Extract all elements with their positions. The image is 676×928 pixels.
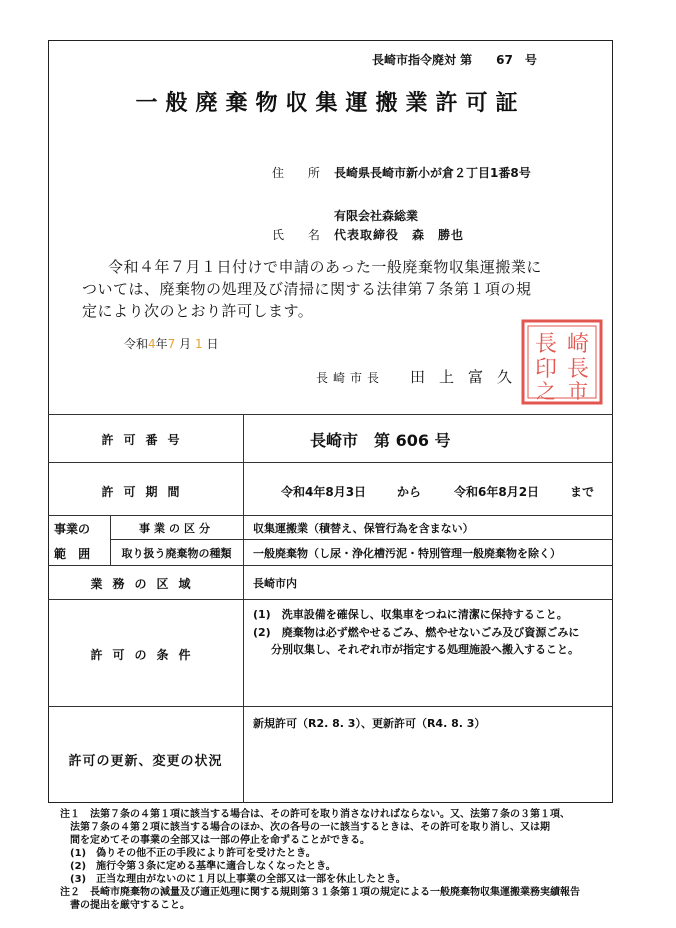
seal-char-4: 印 — [534, 357, 558, 382]
seal-char-6: 之 — [536, 379, 556, 403]
note-1-item-1: (1) 偽りその他不正の手段により許可を受けたとき。 — [70, 848, 316, 859]
period-start: 令和4年8月3日 — [281, 485, 367, 499]
note-2-line-2: 書の提出を厳守すること。 — [70, 900, 190, 911]
official-seal — [520, 318, 604, 406]
scope-label-line-1: 事業の — [54, 522, 91, 536]
date-month: 7 — [167, 337, 176, 351]
mayor-name: 田上富久 — [410, 368, 527, 386]
seal-char-1: 崎 — [566, 332, 590, 357]
body-line-2: ついては、廃棄物の処理及び清掃に関する法律第７条第１項の規 — [82, 280, 532, 298]
seal-char-3: 長 — [566, 357, 590, 382]
period-from: から — [397, 485, 422, 499]
note-1-item-2: (2) 施行令第３条に定める基準に適合しなくなったとき。 — [70, 861, 336, 872]
seal-char-5: 市 — [568, 379, 588, 403]
condition-2-line-1: (2) 廃棄物は必ず燃やせるごみ、燃やせないごみ及び資源ごみに — [253, 626, 580, 639]
address-label: 住 所 — [272, 166, 330, 180]
date-day-suffix: 日 — [206, 337, 219, 351]
date-era: 令和 — [124, 337, 149, 351]
condition-2-line-2: 分別収集し、それぞれ市が指定する処理施設へ搬入すること。 — [271, 643, 579, 656]
permit-number-label: 許可番号 — [101, 433, 190, 447]
category-label: 事業の区分 — [139, 522, 214, 535]
name-value: 代表取締役 森 勝也 — [334, 228, 465, 242]
permit-number-value: 長崎市 第 606 号 — [310, 431, 451, 450]
note-2-line-1: 注２ 長崎市廃棄物の減量及び適正処理に関する規則第３１条第１項の規定による一般廃棄物収集運搬業務実績報告 — [60, 887, 580, 898]
history-value: 新規許可（R2. 8. 3）、更新許可（R4. 8. 3） — [253, 717, 486, 730]
mayor-title: 長崎市長 — [316, 371, 385, 385]
date-year-suffix: 年 — [155, 337, 168, 351]
table-line — [243, 414, 244, 803]
table-line — [48, 599, 613, 600]
note-1-line-2: 法第７条の４第２項に該当する場合のほか、次の各号の一に該当するときは、その許可を取り消し、又は期 — [70, 822, 550, 833]
business-area-label: 業務の区域 — [90, 577, 201, 591]
date-year: 4 — [148, 337, 156, 351]
seal-char-2: 長 — [534, 332, 558, 357]
category-value: 収集運搬業（積替え、保管行為を含まない） — [253, 522, 474, 535]
permit-table — [48, 414, 613, 803]
conditions-label: 許可の条件 — [90, 648, 201, 662]
condition-1: (1) 洗車設備を確保し、収集車をつねに清潔に保持すること。 — [253, 608, 568, 621]
issue-date — [124, 335, 218, 352]
period-until: まで — [570, 485, 595, 499]
table-line — [48, 706, 613, 707]
table-line — [48, 515, 613, 516]
document-number: 長崎市指令廃対 第 67 号 — [372, 53, 537, 67]
table-line — [48, 462, 613, 463]
table-line — [48, 414, 613, 415]
history-label: 許可の更新、変更の状況 — [68, 754, 223, 769]
table-line — [48, 565, 613, 566]
note-1-item-3: (3) 正当な理由がないのに１月以上事業の全部又は一部を休止したとき。 — [70, 874, 406, 885]
table-line — [110, 539, 613, 540]
note-1-line-3: 間を定めてその事業の全部又は一部の停止を命ずることができる。 — [70, 835, 370, 846]
waste-type-label: 取り扱う廃棄物の種類 — [121, 547, 232, 560]
business-area-value: 長崎市内 — [253, 577, 297, 590]
period-end: 令和6年8月2日 — [454, 485, 540, 499]
date-month-suffix: 月 — [179, 337, 192, 351]
note-1-line-1: 注１ 法第７条の４第１項に該当する場合は、その許可を取り消さなければならない。又、法第７条の３第１項、 — [60, 809, 570, 820]
scope-label-line-2: 範 囲 — [54, 547, 95, 561]
permit-period-label: 許可期間 — [101, 485, 190, 499]
body-line-3: 定により次のとおり許可します。 — [82, 302, 314, 320]
name-label: 氏 名 — [272, 228, 330, 242]
waste-type-value: 一般廃棄物（し尿・浄化槽汚泥・特別管理一般廃棄物を除く） — [253, 547, 561, 560]
document-title: 一般廃棄物収集運搬業許可証 — [135, 91, 526, 116]
company-name: 有限会社森総業 — [334, 209, 419, 223]
body-line-1: 令和４年７月１日付けで申請のあった一般廃棄物収集運搬業に — [108, 258, 542, 276]
date-day: 1 — [194, 337, 203, 351]
address-value: 長崎県長崎市新小が倉２丁目1番8号 — [334, 166, 531, 180]
